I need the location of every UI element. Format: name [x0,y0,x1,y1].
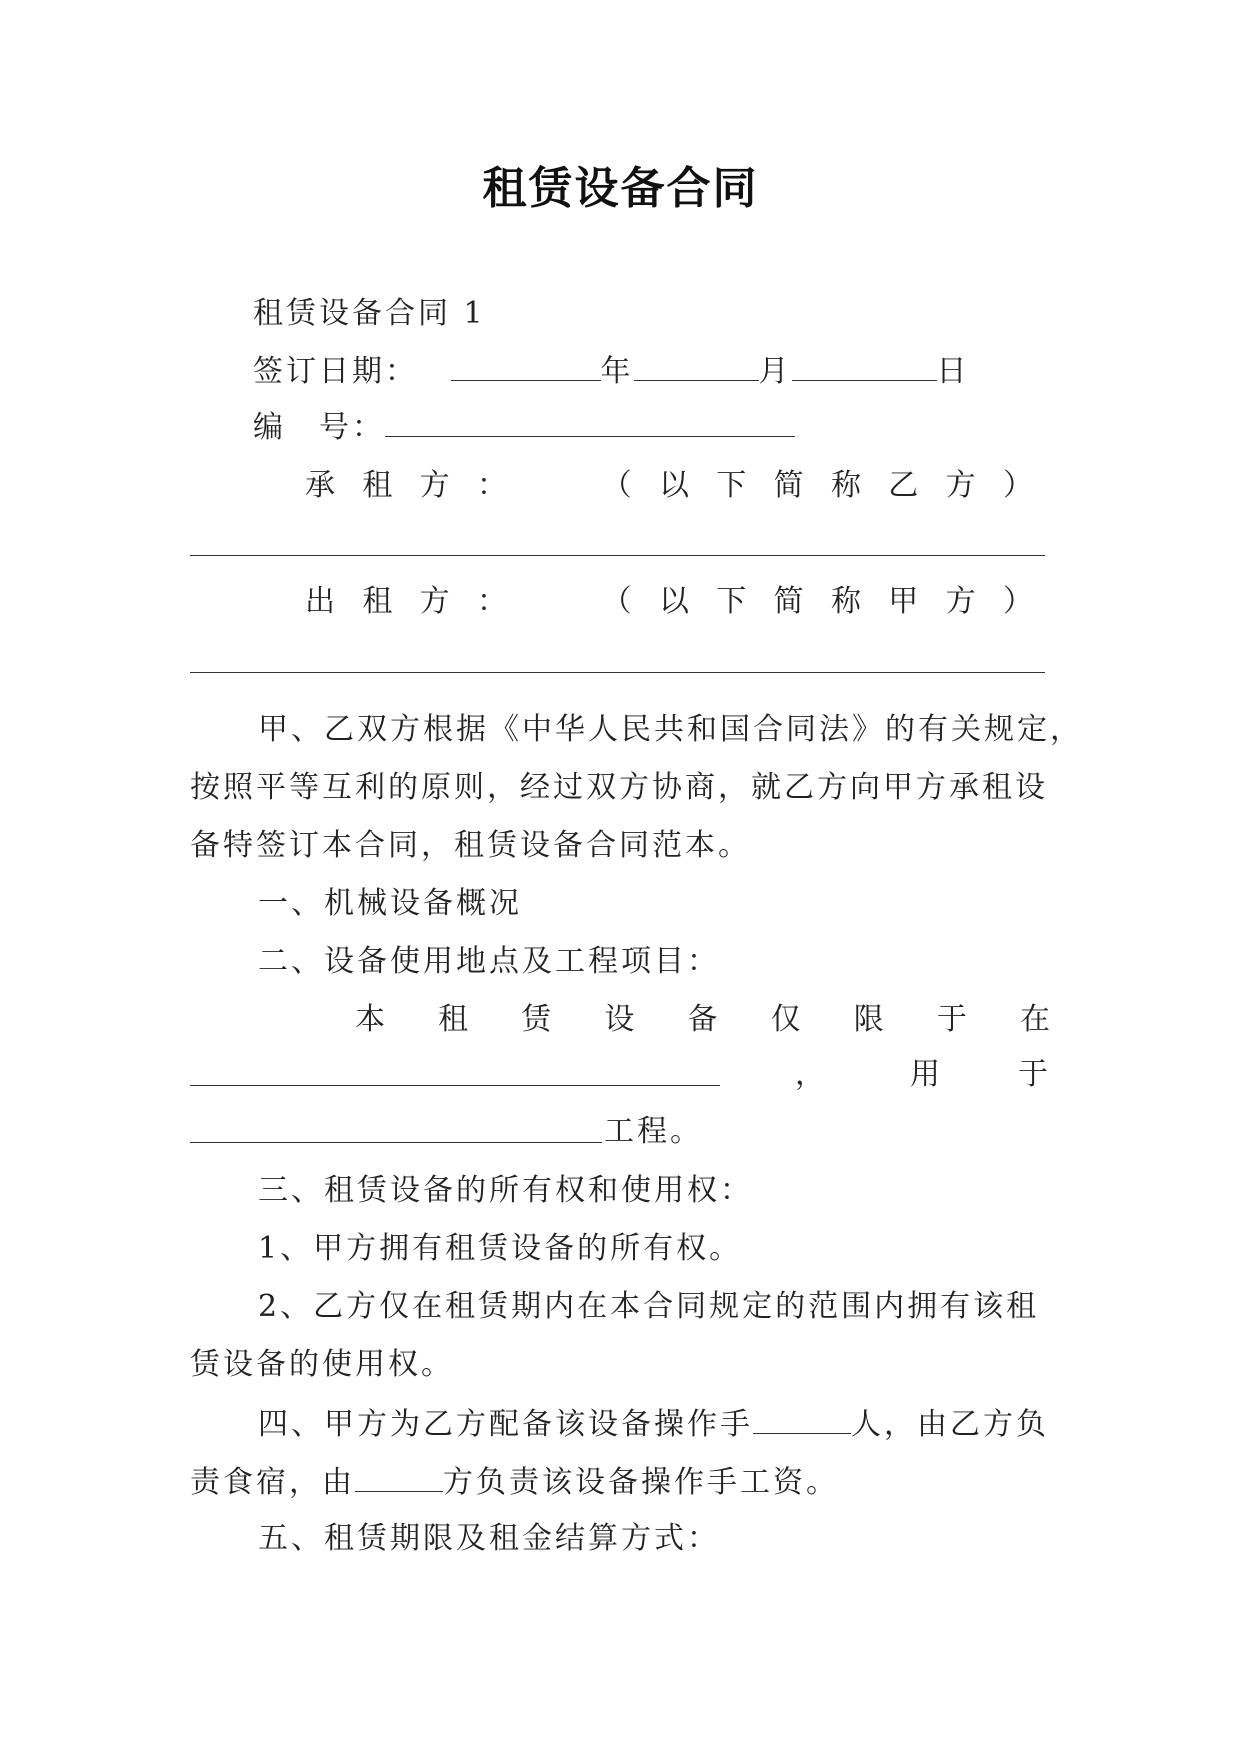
section-3-item-2-line-2: 赁设备的使用权。 [190,1347,454,1382]
section-2-heading: 二、设备使用地点及工程项目： [258,944,720,979]
lessee-char: 方 [419,468,450,503]
year-blank [451,350,601,381]
lessor-char: （ [601,584,632,619]
project-blank [190,1142,602,1143]
section-4-line-1 [258,1403,1049,1445]
section-2-char: 备 [687,1002,718,1037]
section-2-char: 于 [936,1002,967,1037]
lessee-char: ） [1002,468,1033,503]
day-blank [792,350,937,381]
section-1-heading: 一、机械设备概况 [258,886,522,921]
lessee-char: ： [476,468,507,503]
intro-line-1: 甲、乙双方根据《中华人民共和国合同法》的有关规定， [258,712,1083,747]
day-label: 日 [936,354,970,389]
lessor-char: 租 [362,584,393,619]
section-4-line-2 [190,1461,839,1503]
section-4-text-a: 四、甲方为乙方配备该设备操作手 [258,1407,753,1442]
lessor-line [305,582,1033,622]
year-label: 年 [600,354,634,389]
operator-count-blank [753,1403,851,1434]
lessor-char: 称 [830,584,861,619]
wage-party-blank [355,1461,443,1492]
lessor-name-blank [190,672,1045,673]
section-2-char: 租 [438,1002,469,1037]
section-4-text-c: 责食宿，由 [190,1465,355,1500]
lessee-name-blank [190,555,1045,556]
month-label: 月 [758,354,792,389]
location-blank [190,1085,720,1086]
section-2-char: 限 [853,1002,884,1037]
section-5-heading: 五、租赁期限及租金结算方式： [258,1521,720,1556]
lessee-char: 简 [773,468,804,503]
section-3-item-1: 1、甲方拥有租赁设备的所有权。 [258,1231,743,1266]
section-2-comma: ， [795,1057,828,1092]
lessee-char: 下 [716,468,747,503]
section-2-use-2: 于 [1018,1057,1051,1092]
lessor-char: 方 [419,584,450,619]
sign-date-label: 签订日期： [253,354,418,389]
lessee-line [305,466,1033,506]
lessor-char: ） [1002,584,1033,619]
section-2-body-line-1 [355,1000,1050,1040]
lessee-char: 以 [658,468,689,503]
intro-line-2: 按照平等互利的原则，经过双方协商，就乙方向甲方承租设 [190,770,1048,805]
lessor-char: 甲 [888,584,919,619]
contract-subtitle: 租赁设备合同 1 [253,296,486,331]
section-2-char: 本 [355,1002,385,1037]
lessee-char: 称 [830,468,861,503]
section-2-char: 仅 [770,1002,801,1037]
section-2-char: 在 [1020,1002,1050,1037]
lessor-char: ： [476,584,507,619]
page-title: 租赁设备合同 [482,163,759,214]
section-2-char: 设 [604,1002,635,1037]
lessee-char: 乙 [888,468,919,503]
lessee-char: 方 [945,468,976,503]
number-label: 编 号： [253,410,385,445]
section-4-text-d: 方负责该设备操作手工资。 [443,1465,839,1500]
section-2-char: 赁 [521,1002,552,1037]
lessee-char: 承 [305,468,335,503]
sign-date-line [253,350,970,392]
section-2-end: 工程。 [604,1114,703,1149]
section-3-heading: 三、租赁设备的所有权和使用权： [258,1173,753,1208]
lessee-char: 租 [362,468,393,503]
lessor-char: 简 [773,584,804,619]
intro-line-3: 备特签订本合同，租赁设备合同范本。 [190,828,751,863]
section-3-item-2-line-1: 2、乙方仅在租赁期内在本合同规定的范围内拥有该租 [258,1289,1040,1324]
month-blank [634,350,759,381]
lessee-char: （ [601,468,632,503]
lessor-char: 下 [716,584,747,619]
lessor-char: 方 [945,584,976,619]
number-blank [385,406,795,437]
section-4-text-b: 人，由乙方负 [851,1407,1049,1442]
lessor-char: 以 [658,584,689,619]
lessor-char: 出 [305,584,335,619]
number-line [253,406,795,448]
section-2-use-1: 用 [910,1057,943,1092]
